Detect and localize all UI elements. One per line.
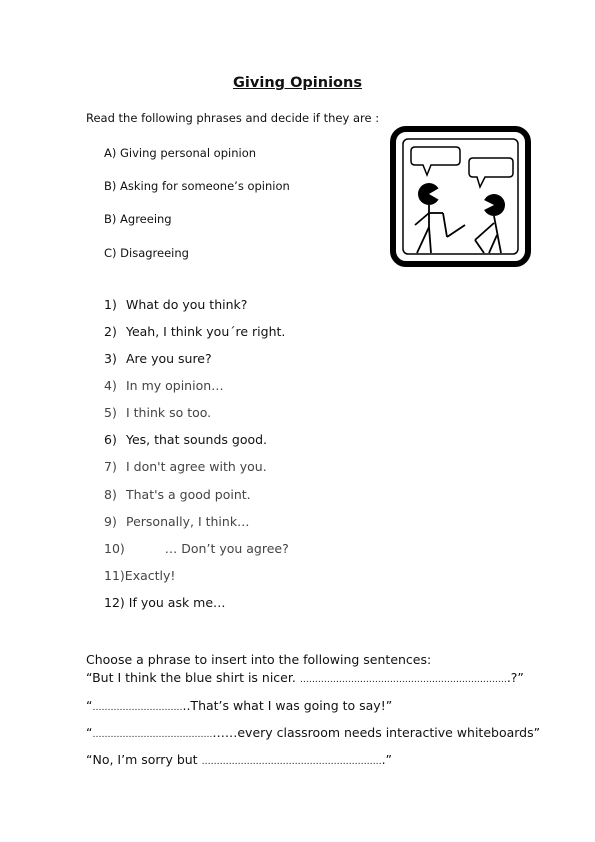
sentence-2: “…………………………..That’s what I was going to say!” xyxy=(86,698,393,713)
blank-line: …………………………………………………………… xyxy=(299,675,507,685)
fill-in-instructions: Choose a phrase to insert into the following sentences: xyxy=(86,652,432,667)
option-b: B) Asking for someone’s opinion xyxy=(104,179,290,193)
page-title: Giving Opinions xyxy=(233,75,362,91)
phrase-10: 10) … Don’t you agree? xyxy=(104,541,289,556)
phrase-11: 11)Exactly! xyxy=(104,568,176,583)
blank-line: …………………………………………………… xyxy=(201,757,382,767)
phrase-5: 5) I think so too. xyxy=(104,405,212,420)
option-a: A) Giving personal opinion xyxy=(104,146,257,160)
instructions: Read the following phrases and decide if they are : xyxy=(86,111,380,125)
phrase-6: 6) Yes, that sounds good. xyxy=(104,432,268,447)
sentence-1: “But I think the blue shirt is nicer. …………………………………………………………….?” xyxy=(86,670,524,685)
phrase-7: 7) I don't agree with you. xyxy=(104,459,267,474)
two-people-talking-icon xyxy=(389,125,532,268)
phrase-9: 9) Personally, I think… xyxy=(104,514,250,529)
sentence-3: “………………………………….……every classroom needs interactive whiteboards” xyxy=(86,725,541,740)
blank-line: …………………………………. xyxy=(92,730,213,740)
blank-line: ………………………… xyxy=(92,703,183,713)
phrase-1: 1) What do you think? xyxy=(104,297,248,312)
option-c: C) Disagreeing xyxy=(104,246,189,260)
phrase-4: 4) In my opinion… xyxy=(104,378,224,393)
phrase-8: 8) That's a good point. xyxy=(104,487,251,502)
phrase-12: 12) If you ask me… xyxy=(104,595,226,610)
phrase-3: 3) Are you sure? xyxy=(104,351,212,366)
sentence-4: “No, I’m sorry but …………………………………………………….” xyxy=(86,752,393,767)
option-b-agreeing: B) Agreeing xyxy=(104,212,172,226)
phrase-2: 2) Yeah, I think you´re right. xyxy=(104,324,286,339)
